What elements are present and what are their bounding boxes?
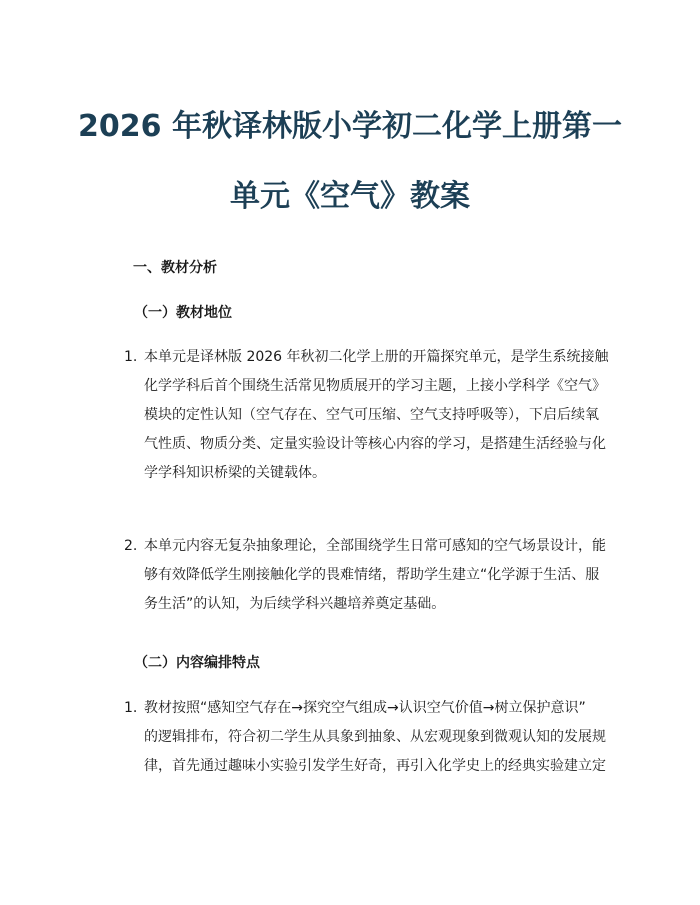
list-item-number: 2.: [124, 538, 138, 554]
paragraph-line: 的逻辑排布，符合初二学生从具象到抽象、从宏观现象到微观认知的发展规: [144, 729, 606, 745]
list-item: [124, 532, 604, 616]
section-heading-textbook-analysis: 一、教材分析: [133, 260, 217, 276]
paragraph-line: 本单元内容无复杂抽象理论，全部围绕学生日常可感知的空气场景设计，能: [144, 538, 606, 554]
paragraph-line: 模块的定性认知（空气存在、空气可压缩、空气支持呼吸等），下启后续氧: [144, 407, 599, 423]
paragraph-line: 化学学科后首个围绕生活常见物质展开的学习主题，上接小学科学《空气》: [144, 378, 606, 394]
paragraph-line: 务生活”的认知，为后续学科兴趣培养奠定基础。: [144, 596, 446, 612]
document-title-line-2: 单元《空气》教案: [230, 179, 470, 214]
list-item-number: 1.: [124, 700, 138, 716]
paragraph-line: 教材按照“感知空气存在→探究空气组成→认识空气价值→树立保护意识”: [144, 700, 586, 716]
list-item: [124, 694, 604, 778]
paragraph-line: 够有效降低学生刚接触化学的畏难情绪，帮助学生建立“化学源于生活、服: [144, 567, 600, 583]
paragraph-line: 律，首先通过趣味小实验引发学生好奇，再引入化学史上的经典实验建立定: [144, 758, 606, 774]
paragraph-line: 气性质、物质分类、定量实验设计等核心内容的学习，是搭建生活经验与化: [144, 436, 606, 452]
document-title-line-1: 2026 年秋译林版小学初二化学上册第一: [78, 109, 622, 144]
paragraph-line: 本单元是译林版 2026 年秋初二化学上册的开篇探究单元，是学生系统接触: [144, 349, 609, 365]
paragraph-line: 学学科知识桥梁的关键载体。: [144, 465, 326, 481]
subsection-heading-content-arrangement: （二）内容编排特点: [134, 655, 260, 671]
subsection-heading-textbook-position: （一）教材地位: [134, 305, 232, 321]
list-item-number: 1.: [124, 349, 138, 365]
list-item: [124, 343, 609, 483]
